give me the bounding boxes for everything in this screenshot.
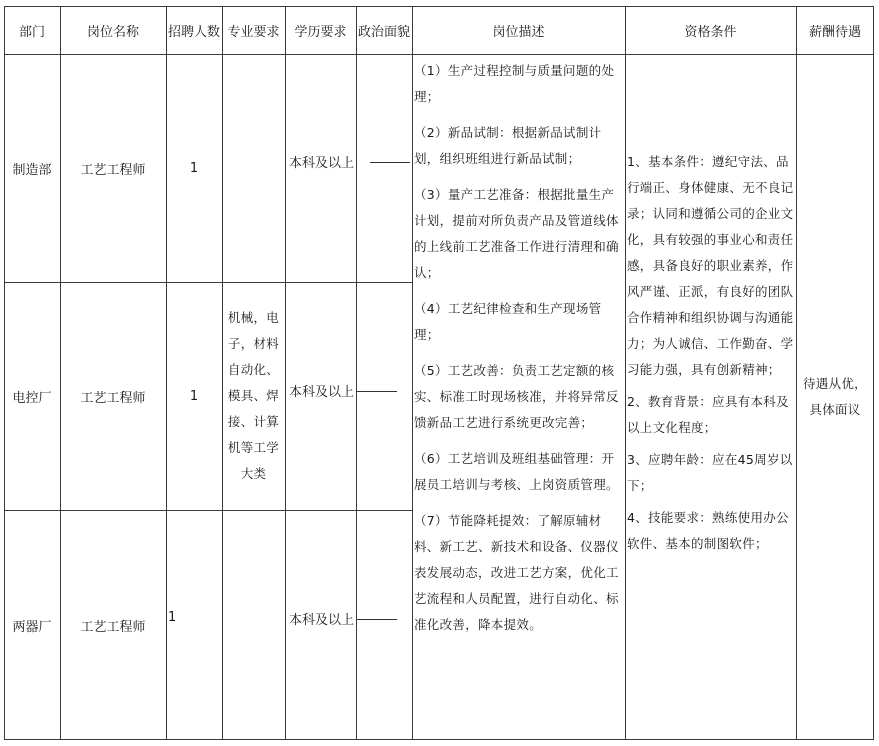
job-description xyxy=(414,58,624,738)
salary xyxy=(796,54,874,740)
header-major: 专业要求 xyxy=(227,24,280,40)
desc-item-6: （6）工艺培训及班组基础管理：开 展员工培训与考核、上岗资质管理。 xyxy=(414,451,619,492)
col-divider xyxy=(60,6,61,740)
major-line: 接、计算 xyxy=(227,414,280,429)
major-line: 机械，电 xyxy=(227,310,280,325)
count-cell: 1 xyxy=(189,388,199,404)
col-divider xyxy=(873,6,874,740)
border-bottom xyxy=(4,739,874,740)
header-salary: 薪酬待遇 xyxy=(808,24,861,40)
dept-cell: 制造部 xyxy=(12,162,52,178)
col-divider xyxy=(222,6,223,740)
recruitment-table xyxy=(4,6,874,740)
major-line: 自动化、 xyxy=(227,362,280,377)
col-divider xyxy=(166,6,167,740)
row-divider xyxy=(4,282,412,283)
qual-item-2: 2、教育背景：应具有本科及 以上文化程度； xyxy=(627,394,789,435)
political-dash xyxy=(357,385,397,397)
dept-cell: 两器厂 xyxy=(12,619,52,635)
major-line: 大类 xyxy=(240,466,267,481)
col-divider xyxy=(285,6,286,740)
desc-item-5: （5）工艺改善：负责工艺定额的核 实、标准工时现场核准，并将异常反 馈新品工艺进行系统更改完善； xyxy=(414,363,619,430)
count-cell: 1 xyxy=(189,160,199,176)
qual-item-4: 4、技能要求：熟练使用办公 软件、基本的制图软件； xyxy=(627,510,789,551)
desc-item-2: （2）新品试制：根据新品试制计 划，组织班组进行新品试制； xyxy=(414,125,602,166)
education-cell: 本科及以上 xyxy=(289,156,355,171)
border-header-bottom xyxy=(4,54,874,55)
salary-line: 待遇从优， xyxy=(802,376,867,391)
salary-line: 具体面议 xyxy=(809,402,861,417)
header-dept: 部门 xyxy=(18,24,45,40)
col-divider xyxy=(412,6,413,740)
count-cell: 1 xyxy=(168,610,177,625)
major-line: 模具、焊 xyxy=(227,388,280,403)
header-qualifications: 资格条件 xyxy=(684,24,737,40)
education-cell: 本科及以上 xyxy=(289,385,355,400)
desc-item-1: （1）生产过程控制与质量问题的处 理； xyxy=(414,63,615,104)
col-divider xyxy=(625,6,626,740)
major-line: 子，材料 xyxy=(227,336,280,351)
political-dash xyxy=(357,613,397,625)
row-divider xyxy=(4,510,412,511)
col-divider xyxy=(356,6,357,740)
col-divider xyxy=(4,6,5,740)
qual-item-3: 3、应聘年龄：应在45周岁以 下； xyxy=(627,452,793,493)
header-count: 招聘人数 xyxy=(167,24,220,40)
position-cell: 工艺工程师 xyxy=(80,162,146,178)
dept-cell: 电控厂 xyxy=(12,390,52,406)
header-description: 岗位描述 xyxy=(492,24,545,40)
col-divider xyxy=(796,6,797,740)
desc-item-4: （4）工艺纪律检查和生产现场管 理； xyxy=(414,301,602,342)
desc-item-7: （7）节能降耗提效：了解原辅材 料、新工艺、新技术和设备、仪器仪 表发展动态，改进工艺方案，优化工 艺流程和人员配置，进行自动化、标 准化改善，降本提效。 xyxy=(414,513,619,632)
header-position: 岗位名称 xyxy=(86,24,139,40)
header-education: 学历要求 xyxy=(294,24,347,40)
position-cell: 工艺工程师 xyxy=(80,619,146,635)
major-line: 机等工学 xyxy=(227,440,280,455)
education-cell: 本科及以上 xyxy=(289,613,355,628)
header-political: 政治面貌 xyxy=(357,24,410,40)
border-top xyxy=(4,6,874,7)
position-cell: 工艺工程师 xyxy=(80,390,146,406)
major-requirement xyxy=(222,282,285,510)
desc-item-3: （3）量产工艺准备：根据批量生产 计划，提前对所负责产品及管道线体 的上线前工艺准备工作进行清理和确 认； xyxy=(414,187,619,280)
qual-item-1: 1、基本条件：遵纪守法、品 行端正、身体健康、无不良记 录；认同和遵循公司的企业文 化，具有较强的事业心和责任 感，具备良好的职业素养，作 风严谨、正派，有良好的团队 合作精神和组织协调与沟通能 力；为人诚信、工作勤奋、学 习能力强，具有创新精神； xyxy=(627,154,794,377)
political-dash xyxy=(370,156,410,168)
qualifications xyxy=(627,149,795,649)
